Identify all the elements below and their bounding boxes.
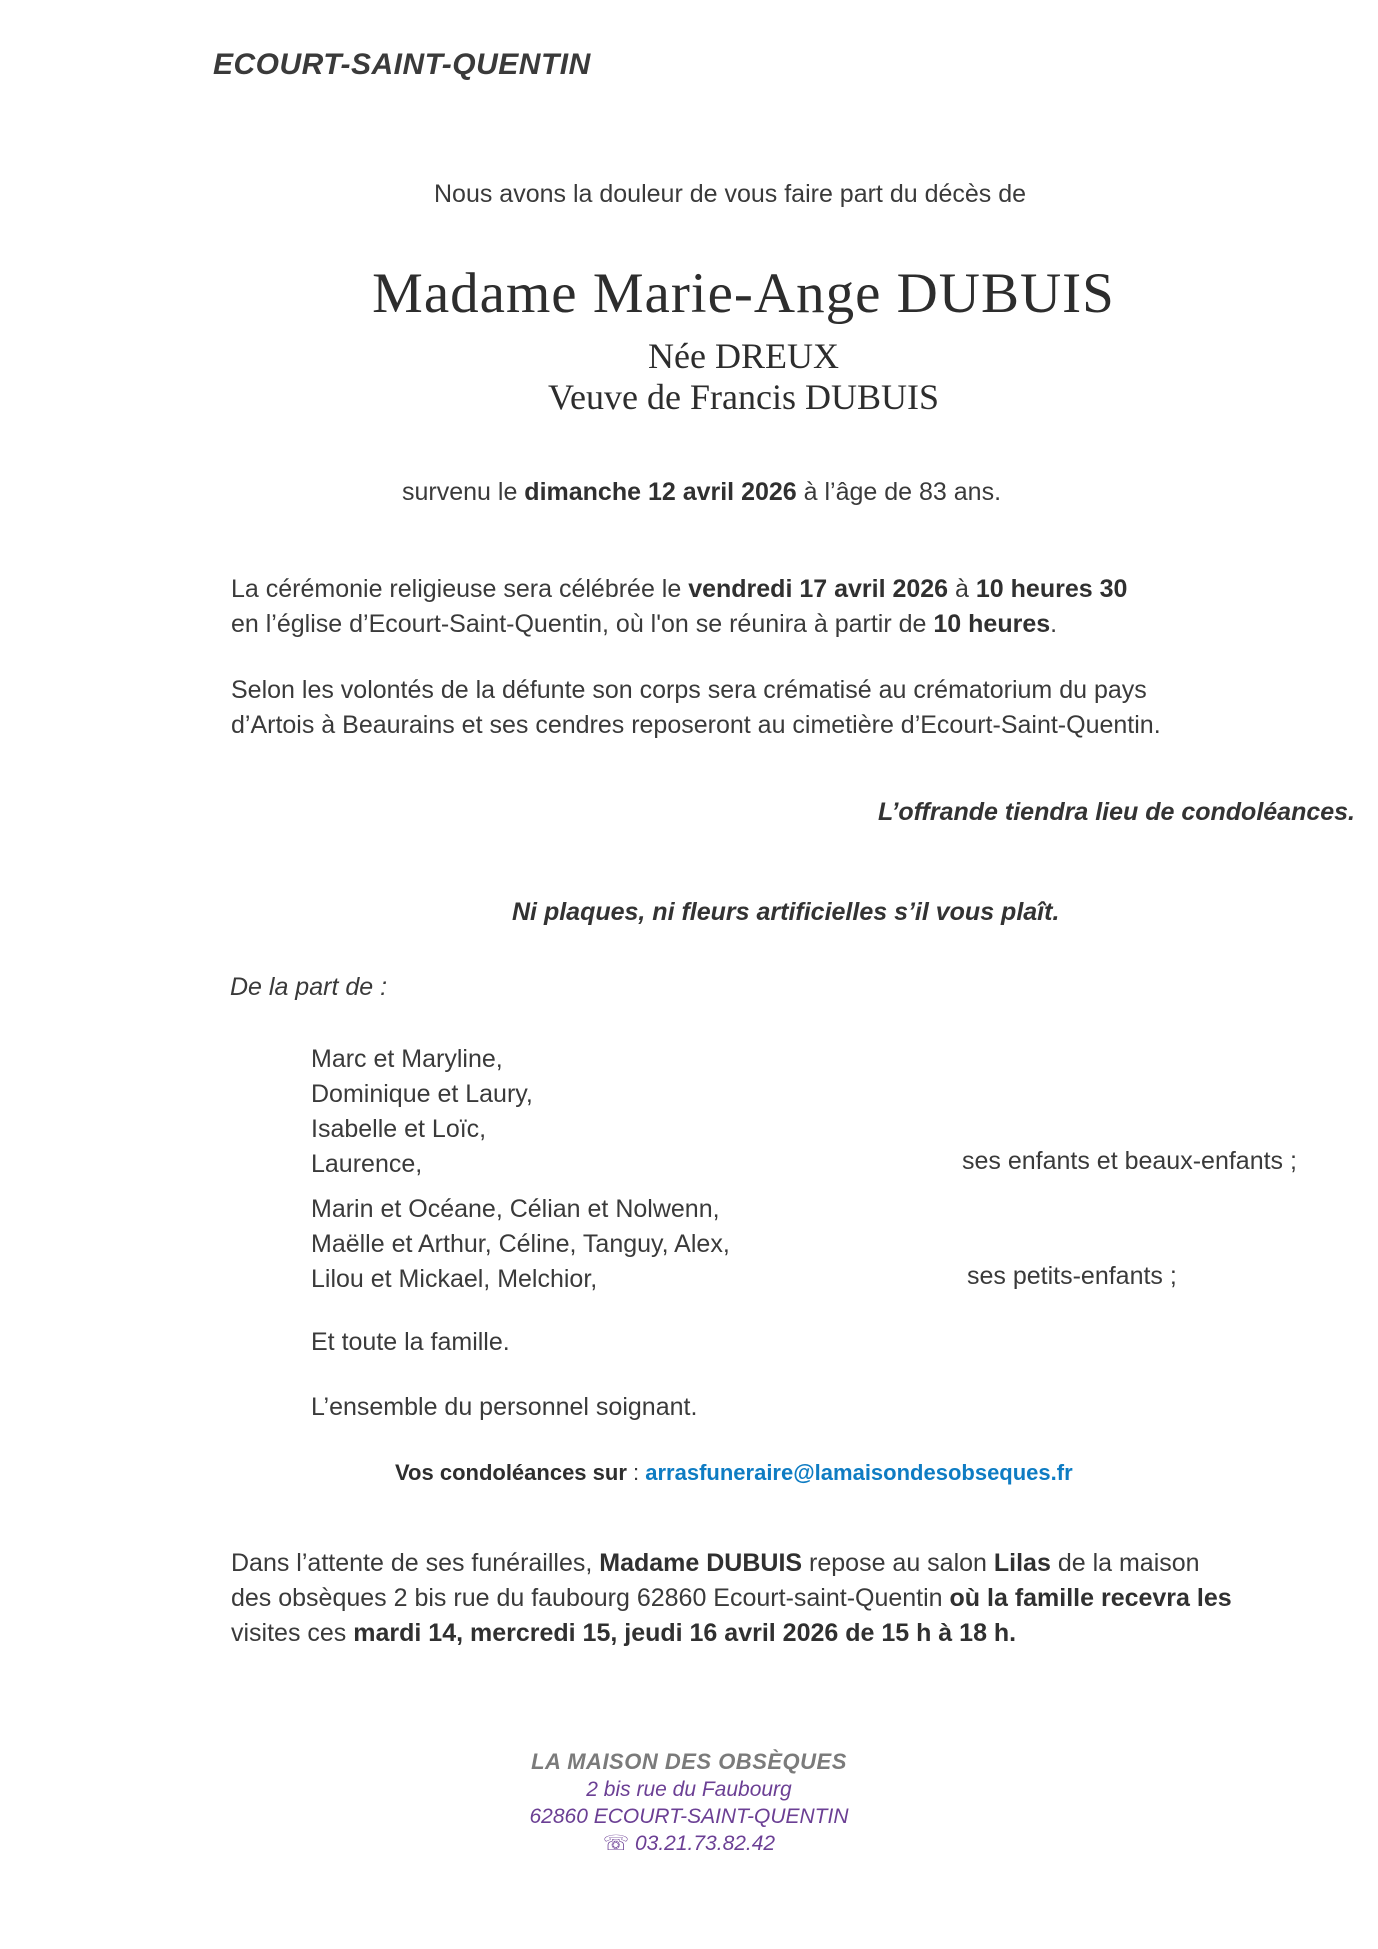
grandchildren-role-label: ses petits-enfants ;: [967, 1262, 1177, 1290]
condolences-label: Vos condoléances sur: [395, 1460, 627, 1485]
all-family-line: Et toute la famille.: [311, 1328, 510, 1356]
maiden-name-line: Née DREUX: [648, 336, 839, 376]
cremation-paragraph: [231, 673, 1161, 743]
offering-line: L’offrande tiendra lieu de condoléances.: [878, 798, 1355, 826]
funeral-home-phone-line: [0, 1830, 1378, 1857]
death-date-line: survenu le dimanche 12 avril 2026 à l’âge de 83 ans.: [402, 478, 1002, 506]
from-label: De la part de :: [230, 973, 388, 1001]
paragraph-line: en l’église d’Ecourt-Saint-Quentin, où l'on se réunira à partir de 10 heures.: [231, 610, 1058, 638]
funeral-home-name: LA MAISON DES OBSÈQUES: [531, 1749, 847, 1774]
ceremony-paragraph: [231, 572, 1127, 642]
paragraph-line: d’Artois à Beaurains et ses cendres reposeront au cimetière d’Ecourt-Saint-Quentin.: [231, 711, 1161, 739]
list-line: Dominique et Laury,: [311, 1080, 533, 1108]
children-role-label: ses enfants et beaux-enfants ;: [962, 1147, 1297, 1175]
funeral-home-footer: [0, 1748, 1378, 1857]
condolences-separator: :: [626, 1460, 646, 1485]
no-flowers-line: Ni plaques, ni fleurs artificielles s’il vous plaît.: [512, 898, 1060, 926]
paragraph-line: La cérémonie religieuse sera célébrée le vendredi 17 avril 2026 à 10 heures 30: [231, 575, 1128, 603]
deceased-name: Madame Marie-Ange DUBUIS: [372, 262, 1115, 325]
grandchildren-names-list: [311, 1192, 730, 1297]
funeral-home-phone-number: 03.21.73.82.42: [634, 1832, 776, 1855]
funeral-home-address-line2: 62860 ECOURT-SAINT-QUENTIN: [529, 1805, 849, 1828]
list-line: Marc et Maryline,: [311, 1045, 503, 1073]
paragraph-line: visites ces mardi 14, mercredi 15, jeudi 16 avril 2026 de 15 h à 18 h.: [231, 1619, 1017, 1647]
list-line: Laurence,: [311, 1150, 423, 1178]
paragraph-line: des obsèques 2 bis rue du faubourg 62860 Ecourt-saint-Quentin où la famille recevra les: [231, 1584, 1232, 1612]
condolences-email-link[interactable]: arrasfuneraire@lamaisondesobseques.fr: [645, 1460, 1073, 1485]
deceased-block: [346, 262, 1141, 418]
list-line: Marin et Océane, Célian et Nolwenn,: [311, 1195, 720, 1223]
widow-line: Veuve de Francis DUBUIS: [548, 377, 939, 417]
children-names-list: [311, 1042, 533, 1182]
intro-line: Nous avons la douleur de vous faire part du décès de: [434, 180, 1027, 208]
commune-header: ECOURT-SAINT-QUENTIN: [213, 48, 591, 81]
care-staff-line: L’ensemble du personnel soignant.: [311, 1393, 698, 1421]
list-line: Isabelle et Loïc,: [311, 1115, 487, 1143]
telephone-icon: ☏: [602, 1832, 630, 1855]
funeral-home-address-line1: 2 bis rue du Faubourg: [586, 1778, 792, 1801]
paragraph-line: Selon les volontés de la défunte son corps sera crématisé au crématorium du pays: [231, 676, 1147, 704]
list-line: Maëlle et Arthur, Céline, Tanguy, Alex,: [311, 1230, 730, 1258]
repose-paragraph: [231, 1546, 1232, 1651]
paragraph-line: Dans l’attente de ses funérailles, Madame DUBUIS repose au salon Lilas de la maison: [231, 1549, 1200, 1577]
list-line: Lilou et Mickael, Melchior,: [311, 1265, 598, 1293]
condolences-line: [395, 1460, 1073, 1486]
